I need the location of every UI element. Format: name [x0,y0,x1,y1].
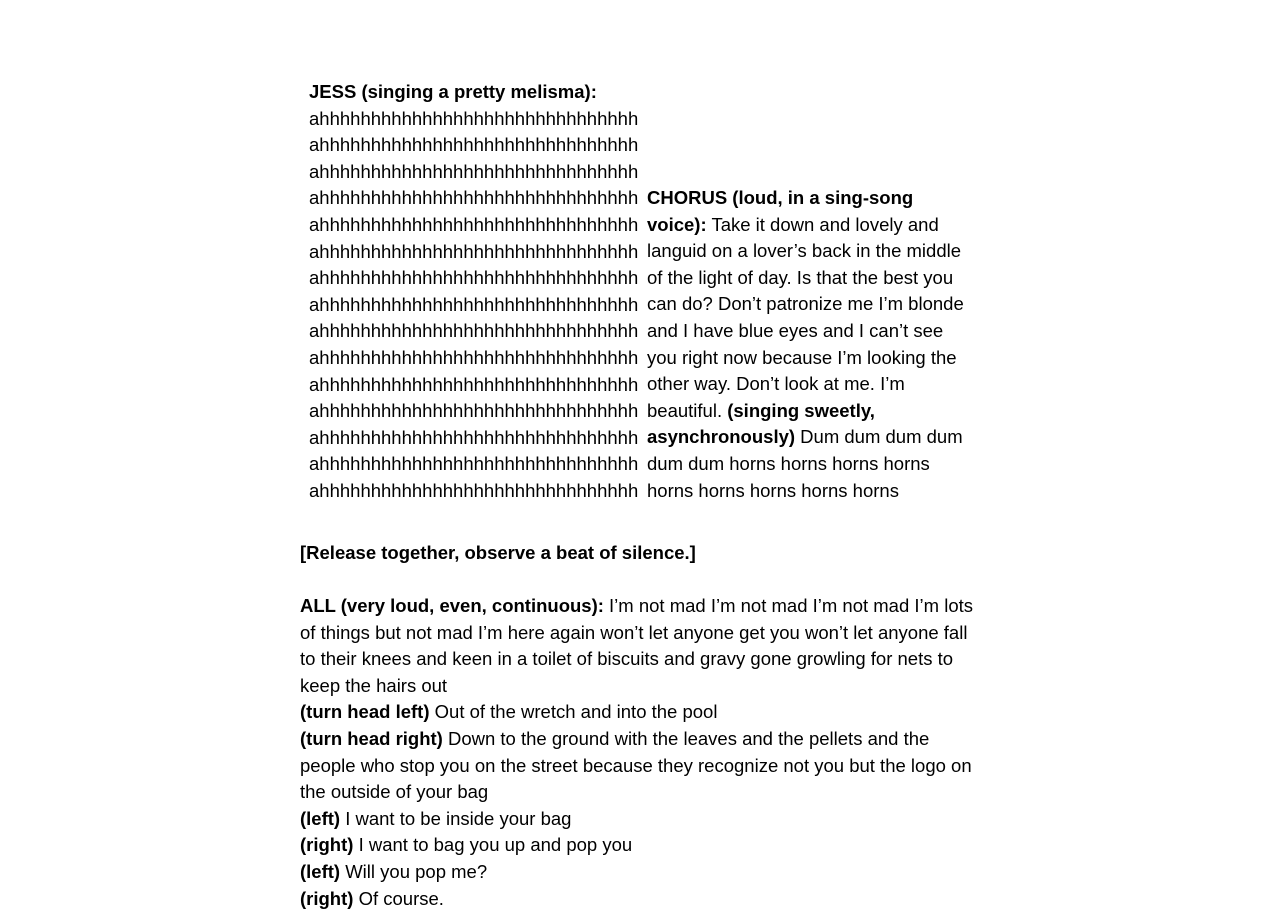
stage-line [300,806,980,833]
stage-text: I want to be inside your bag [340,807,572,829]
stage-direction: (right) [300,834,354,856]
melisma-line: ahhhhhhhhhhhhhhhhhhhhhhhhhhhhhhh [309,134,639,156]
stage-direction: (right) [300,887,354,909]
all-paragraph [300,593,980,699]
all-cue: ALL (very loud, even, continuous): [300,595,604,616]
release-direction-block [300,540,980,567]
chorus-cue: CHORUS (loud, in a sing-song voice): [647,187,914,235]
stage-text: Down to the ground with the leaves and the pellets and the people who stop you on the street because they recognize not you but the logo on the outside of your bag [300,727,972,803]
melisma-line: ahhhhhhhhhhhhhhhhhhhhhhhhhhhhhhh [309,240,639,262]
stage-text: Will you pop me? [340,860,488,882]
melisma-line: ahhhhhhhhhhhhhhhhhhhhhhhhhhhhhhh [309,107,639,129]
chorus-column [647,185,977,504]
melisma-line: ahhhhhhhhhhhhhhhhhhhhhhhhhhhhhhh [309,426,639,448]
stage-direction: (turn head right) [300,727,443,749]
all-block [300,593,980,912]
melisma-line: ahhhhhhhhhhhhhhhhhhhhhhhhhhhhhhh [309,267,639,289]
jess-column [309,79,639,505]
melisma-line: ahhhhhhhhhhhhhhhhhhhhhhhhhhhhhhh [309,187,639,209]
melisma-line: ahhhhhhhhhhhhhhhhhhhhhhhhhhhhhhh [309,453,639,475]
stage-line [300,859,980,886]
melisma-line: ahhhhhhhhhhhhhhhhhhhhhhhhhhhhhhh [309,479,639,501]
melisma-line: ahhhhhhhhhhhhhhhhhhhhhhhhhhhhhhh [309,213,639,235]
stage-line [300,726,980,806]
stage-direction: (left) [300,860,341,882]
stage-text: Of course. [353,887,444,909]
melisma-line: ahhhhhhhhhhhhhhhhhhhhhhhhhhhhhhh [309,160,639,182]
chorus-direction: (singing sweetly, asynchronously) [647,399,875,448]
stage-line [300,699,980,726]
melisma-line: ahhhhhhhhhhhhhhhhhhhhhhhhhhhhhhh [309,320,639,342]
all-text: I’m not mad I’m not mad I’m not mad I’m lots of things but not mad I’m here again won’t let anyone get you won’t let anyone fall to their knees and keen in a toilet of biscuits and gravy gone growling for nets to keep the hairs out [300,595,973,696]
chorus-text: Take it down and lovely and languid on a lover’s back in the middle of the light of day. Is that the best you can do? Don’t patronize me I’m blonde and I have blue eyes and I can’t see you right now because I’m looking the other way. Don’t look at me. I’m beautiful. [647,213,964,421]
stage-text: Out of the wretch and into the pool [429,701,718,723]
chorus-text-end: Dum dum dum dum dum dum horns horns horns horns horns horns horns horns horns [647,426,963,501]
melisma-line: ahhhhhhhhhhhhhhhhhhhhhhhhhhhhhhh [309,346,639,368]
jess-cue: JESS (singing a pretty melisma): [309,81,597,102]
stage-line [300,886,980,912]
stage-line [300,832,980,859]
stage-direction: (turn head left) [300,701,430,723]
release-direction: [Release together, observe a beat of silence.] [300,542,696,563]
stage-text: I want to bag you up and pop you [353,834,633,856]
melisma-line: ahhhhhhhhhhhhhhhhhhhhhhhhhhhhhhh [309,293,639,315]
melisma-line: ahhhhhhhhhhhhhhhhhhhhhhhhhhhhhhh [309,373,639,395]
melisma-line: ahhhhhhhhhhhhhhhhhhhhhhhhhhhhhhh [309,400,639,422]
stage-direction: (left) [300,807,341,829]
